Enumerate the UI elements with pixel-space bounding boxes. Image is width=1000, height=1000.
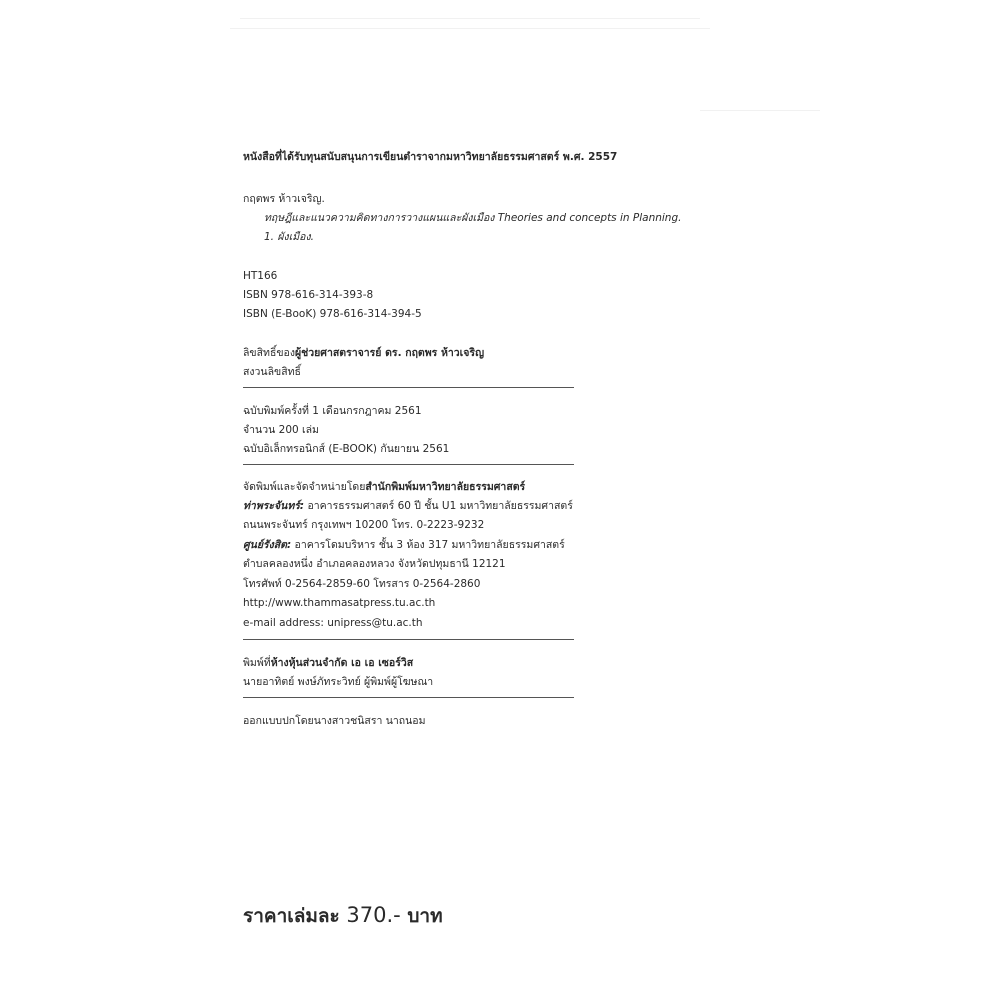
publisher-name: สำนักพิมพ์มหาวิทยาลัยธรรมศาสตร์ [365,481,526,493]
branch2-label: ศูนย์รังสิต: [243,539,292,551]
funding-note: หนังสือที่ได้รับทุนสนับสนุนการเขียนตำราจากมหาวิทยาลัยธรรมศาสตร์ พ.ศ. 2557 [243,151,618,163]
copyright-owner-prefix: ลิขสิทธิ์ของ [243,347,295,359]
divider [243,639,574,640]
divider [243,387,574,388]
printer-name: ห้างหุ้นส่วนจำกัด เอ เอ เซอร์วิส [270,657,414,669]
catalog-title: ทฤษฎีและแนวความคิดทางการวางแผนและผังเมือง Theories and concepts in Planning. [264,212,682,224]
copyright-owner [243,346,484,360]
branch2-line1 [243,538,565,552]
catalog-author: กฤตพร ห้าวเจริญ. [243,193,325,205]
isbn: ISBN 978-616-314-393-8 [243,289,374,301]
isbn-ebook: ISBN (E-BooK) 978-616-314-394-5 [243,308,422,320]
cover-design: ออกแบบปกโดยนางสาวชนิสรา นาถนอม [243,715,426,727]
divider [243,464,574,465]
price-amount: 370.- [346,903,401,927]
copyright-reserved: สงวนลิขสิทธิ์ [243,366,301,378]
price-suffix: บาท [400,905,443,927]
publisher-prefix: จัดพิมพ์และจัดจำหน่ายโดย [243,481,366,493]
printer-prefix: พิมพ์ที่ [243,657,271,669]
branch2-line2: ตำบลคลองหนึ่ง อำเภอคลองหลวง จังหวัดปทุมธานี 12121 [243,558,506,570]
branch1-address: อาคารธรรมศาสตร์ 60 ปี ชั้น U1 มหาวิทยาลัยธรรมศาสตร์ [304,500,573,512]
publisher-website: http://www.thammasatpress.tu.ac.th [243,597,436,609]
call-number: HT166 [243,270,278,282]
branch1-line1 [243,499,573,513]
edition-first-print: ฉบับพิมพ์ครั้งที่ 1 เดือนกรกฎาคม 2561 [243,405,422,417]
printer-advertiser: นายอาทิตย์ พงษ์ภัทระวิทย์ ผู้พิมพ์ผู้โฆษณา [243,676,434,688]
branch1-line2: ถนนพระจันทร์ กรุงเทพฯ 10200 โทร. 0-2223-9232 [243,519,485,531]
divider [243,697,574,698]
printer-line [243,656,413,670]
branch2-address: อาคารโดมบริหาร ชั้น 3 ห้อง 317 มหาวิทยาลัยธรรมศาสตร์ [291,539,565,551]
show-through-mark [700,110,820,111]
branch1-label: ท่าพระจันทร์: [243,500,305,512]
show-through-mark [240,18,700,19]
show-through-mark [230,28,710,29]
publisher-email: e-mail address: unipress@tu.ac.th [243,617,423,629]
price-prefix: ราคาเล่มละ [243,905,347,927]
publisher-phone: โทรศัพท์ 0-2564-2859-60 โทรสาร 0-2564-2860 [243,578,481,590]
edition-ebook: ฉบับอิเล็กทรอนิกส์ (E-BOOK) กันยายน 2561 [243,443,450,455]
copyright-owner-name: ผู้ช่วยศาสตราจารย์ ดร. กฤตพร ห้าวเจริญ [294,347,485,359]
edition-copies: จำนวน 200 เล่ม [243,424,319,436]
price [243,901,443,931]
publisher-line [243,480,525,494]
catalog-subject: 1. ผังเมือง. [264,231,314,243]
